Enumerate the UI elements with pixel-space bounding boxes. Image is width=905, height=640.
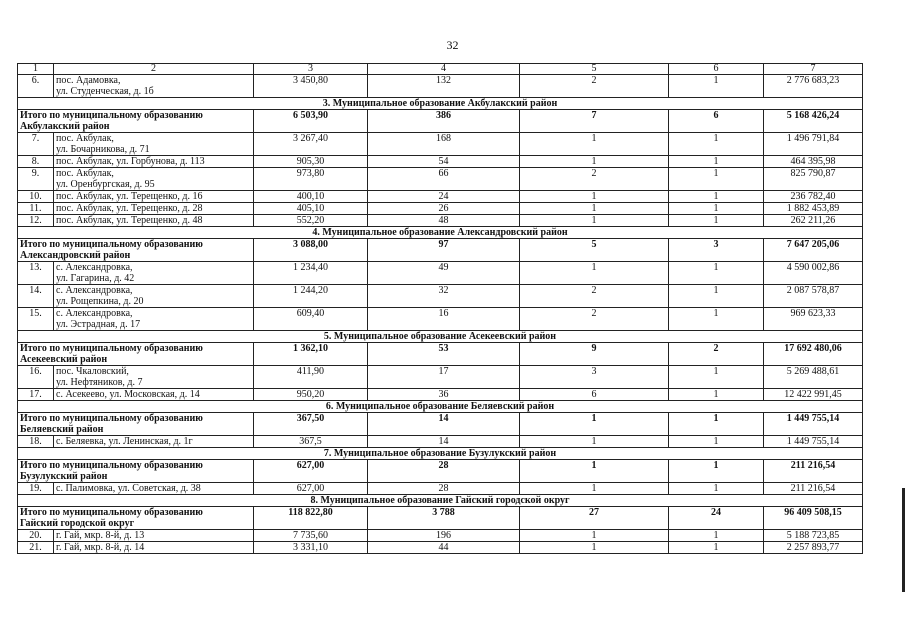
row-col5: 1 xyxy=(520,215,669,227)
column-number-row xyxy=(18,64,863,75)
total-col5: 27 xyxy=(520,507,669,530)
row-area: 400,10 xyxy=(254,191,368,203)
row-address xyxy=(54,542,254,554)
register-table xyxy=(17,63,863,554)
row-number: 14. xyxy=(18,285,54,308)
row-cost: 2 087 578,87 xyxy=(764,285,863,308)
total-col5: 5 xyxy=(520,239,669,262)
cell-line: Итого по муниципальному образованию xyxy=(20,343,203,354)
row-col6: 1 xyxy=(669,389,764,401)
section-title: 5. Муниципальное образование Асекеевский район xyxy=(18,331,863,343)
column-number: 6 xyxy=(669,64,764,75)
row-number: 19. xyxy=(18,483,54,495)
table-row xyxy=(18,168,863,191)
total-label xyxy=(18,343,254,366)
row-col4: 36 xyxy=(368,389,520,401)
row-col6: 1 xyxy=(669,530,764,542)
row-col4: 49 xyxy=(368,262,520,285)
row-area: 973,80 xyxy=(254,168,368,191)
row-address xyxy=(54,366,254,389)
section-title: 8. Муниципальное образование Гайский городской округ xyxy=(18,495,863,507)
row-col4: 66 xyxy=(368,168,520,191)
row-address xyxy=(54,203,254,215)
row-area: 950,20 xyxy=(254,389,368,401)
total-cost: 17 692 480,06 xyxy=(764,343,863,366)
row-col5: 1 xyxy=(520,203,669,215)
total-label xyxy=(18,110,254,133)
cell-line: с. Палимовка, ул. Советская, д. 38 xyxy=(56,483,201,494)
row-area: 3 267,40 xyxy=(254,133,368,156)
row-col5: 1 xyxy=(520,262,669,285)
row-col5: 2 xyxy=(520,308,669,331)
row-col6: 1 xyxy=(669,168,764,191)
row-cost: 464 395,98 xyxy=(764,156,863,168)
row-address xyxy=(54,75,254,98)
total-row xyxy=(18,507,863,530)
cell-line: Гайский городской округ xyxy=(20,518,135,529)
total-col4: 3 788 xyxy=(368,507,520,530)
row-col5: 3 xyxy=(520,366,669,389)
row-number: 15. xyxy=(18,308,54,331)
column-number: 1 xyxy=(18,64,54,75)
total-col5: 1 xyxy=(520,413,669,436)
section-header-row xyxy=(18,98,863,110)
row-address xyxy=(54,168,254,191)
row-col4: 48 xyxy=(368,215,520,227)
row-area: 7 735,60 xyxy=(254,530,368,542)
table-row xyxy=(18,156,863,168)
row-number: 9. xyxy=(18,168,54,191)
row-address xyxy=(54,308,254,331)
row-cost: 2 257 893,77 xyxy=(764,542,863,554)
section-title: 6. Муниципальное образование Беляевский район xyxy=(18,401,863,413)
row-number: 20. xyxy=(18,530,54,542)
cell-line: Александровский район xyxy=(20,250,131,261)
row-cost: 262 211,26 xyxy=(764,215,863,227)
cell-line: пос. Акбулак, ул. Терещенко, д. 48 xyxy=(56,215,203,226)
column-number: 4 xyxy=(368,64,520,75)
row-col6: 1 xyxy=(669,308,764,331)
row-col5: 6 xyxy=(520,389,669,401)
cell-line: с. Александровка, xyxy=(56,308,133,319)
row-area: 905,30 xyxy=(254,156,368,168)
total-col5: 9 xyxy=(520,343,669,366)
table-row xyxy=(18,215,863,227)
row-number: 10. xyxy=(18,191,54,203)
row-col6: 1 xyxy=(669,133,764,156)
total-cost: 211 216,54 xyxy=(764,460,863,483)
row-address xyxy=(54,530,254,542)
row-address xyxy=(54,156,254,168)
cell-line: ул. Бочарникова, д. 71 xyxy=(56,144,150,155)
row-cost: 1 496 791,84 xyxy=(764,133,863,156)
table-row xyxy=(18,530,863,542)
total-cost: 7 647 205,06 xyxy=(764,239,863,262)
total-col6: 3 xyxy=(669,239,764,262)
row-col4: 17 xyxy=(368,366,520,389)
cell-line: ул. Эстрадная, д. 17 xyxy=(56,319,141,330)
row-cost: 1 882 453,89 xyxy=(764,203,863,215)
total-cost: 96 409 508,15 xyxy=(764,507,863,530)
row-cost: 12 422 991,45 xyxy=(764,389,863,401)
row-number: 21. xyxy=(18,542,54,554)
row-col5: 2 xyxy=(520,75,669,98)
total-col5: 7 xyxy=(520,110,669,133)
row-col6: 1 xyxy=(669,191,764,203)
row-cost: 825 790,87 xyxy=(764,168,863,191)
total-col4: 14 xyxy=(368,413,520,436)
cell-line: Итого по муниципальному образованию xyxy=(20,460,203,471)
cell-line: пос. Акбулак, ул. Терещенко, д. 16 xyxy=(56,191,203,202)
row-number: 17. xyxy=(18,389,54,401)
column-number: 5 xyxy=(520,64,669,75)
row-cost: 2 776 683,23 xyxy=(764,75,863,98)
cell-line: ул. Студенческая, д. 1б xyxy=(56,86,154,97)
cell-line: Акбулакский район xyxy=(20,121,110,132)
row-col6: 1 xyxy=(669,262,764,285)
total-label xyxy=(18,413,254,436)
table-row xyxy=(18,389,863,401)
row-col5: 1 xyxy=(520,436,669,448)
total-col6: 1 xyxy=(669,460,764,483)
table-row xyxy=(18,308,863,331)
cell-line: Итого по муниципальному образованию xyxy=(20,507,203,518)
table-row xyxy=(18,191,863,203)
row-area: 3 450,80 xyxy=(254,75,368,98)
cell-line: Бузулукский район xyxy=(20,471,108,482)
total-label xyxy=(18,460,254,483)
column-number: 3 xyxy=(254,64,368,75)
row-col6: 1 xyxy=(669,285,764,308)
total-cost: 5 168 426,24 xyxy=(764,110,863,133)
cell-line: ул. Рощепкина, д. 20 xyxy=(56,296,144,307)
total-row xyxy=(18,239,863,262)
section-header-row xyxy=(18,401,863,413)
total-row xyxy=(18,460,863,483)
row-number: 11. xyxy=(18,203,54,215)
row-address xyxy=(54,436,254,448)
row-col4: 14 xyxy=(368,436,520,448)
row-col4: 24 xyxy=(368,191,520,203)
cell-line: с. Беляевка, ул. Ленинская, д. 1г xyxy=(56,436,193,447)
table-row xyxy=(18,203,863,215)
row-col5: 2 xyxy=(520,285,669,308)
row-col4: 54 xyxy=(368,156,520,168)
cell-line: пос. Акбулак, xyxy=(56,133,114,144)
row-col4: 28 xyxy=(368,483,520,495)
row-address xyxy=(54,483,254,495)
row-number: 12. xyxy=(18,215,54,227)
row-col4: 132 xyxy=(368,75,520,98)
row-area: 405,10 xyxy=(254,203,368,215)
row-col5: 1 xyxy=(520,191,669,203)
cell-line: ул. Оренбургская, д. 95 xyxy=(56,179,155,190)
section-header-row xyxy=(18,227,863,239)
cell-line: с. Александровка, xyxy=(56,285,133,296)
table-row xyxy=(18,366,863,389)
row-number: 18. xyxy=(18,436,54,448)
total-area: 367,50 xyxy=(254,413,368,436)
row-address xyxy=(54,262,254,285)
row-col6: 1 xyxy=(669,75,764,98)
row-col4: 44 xyxy=(368,542,520,554)
row-address xyxy=(54,389,254,401)
total-row xyxy=(18,110,863,133)
row-number: 16. xyxy=(18,366,54,389)
total-area: 6 503,90 xyxy=(254,110,368,133)
row-area: 627,00 xyxy=(254,483,368,495)
row-col5: 1 xyxy=(520,156,669,168)
row-number: 7. xyxy=(18,133,54,156)
table-row xyxy=(18,75,863,98)
total-label xyxy=(18,507,254,530)
cell-line: пос. Акбулак, xyxy=(56,168,114,179)
cell-line: с. Александровка, xyxy=(56,262,133,273)
cell-line: г. Гай, мкр. 8-й, д. 14 xyxy=(56,542,145,553)
section-title: 7. Муниципальное образование Бузулукский район xyxy=(18,448,863,460)
cell-line: ул. Гагарина, д. 42 xyxy=(56,273,135,284)
total-row xyxy=(18,413,863,436)
row-col5: 1 xyxy=(520,133,669,156)
row-col4: 26 xyxy=(368,203,520,215)
total-col4: 97 xyxy=(368,239,520,262)
total-area: 627,00 xyxy=(254,460,368,483)
cell-line: г. Гай, мкр. 8-й, д. 13 xyxy=(56,530,145,541)
row-col5: 2 xyxy=(520,168,669,191)
table-row xyxy=(18,436,863,448)
row-col6: 1 xyxy=(669,483,764,495)
section-title: 4. Муниципальное образование Александровский район xyxy=(18,227,863,239)
cell-line: пос. Чкаловский, xyxy=(56,366,129,377)
row-col6: 1 xyxy=(669,436,764,448)
row-cost: 211 216,54 xyxy=(764,483,863,495)
row-col5: 1 xyxy=(520,542,669,554)
total-col6: 6 xyxy=(669,110,764,133)
row-address xyxy=(54,133,254,156)
row-area: 411,90 xyxy=(254,366,368,389)
row-col6: 1 xyxy=(669,156,764,168)
row-address xyxy=(54,191,254,203)
row-number: 13. xyxy=(18,262,54,285)
section-header-row xyxy=(18,331,863,343)
cell-line: пос. Акбулак, ул. Терещенко, д. 28 xyxy=(56,203,203,214)
row-col5: 1 xyxy=(520,483,669,495)
row-area: 367,5 xyxy=(254,436,368,448)
row-cost: 236 782,40 xyxy=(764,191,863,203)
row-cost: 5 188 723,85 xyxy=(764,530,863,542)
table-row xyxy=(18,133,863,156)
column-number: 2 xyxy=(54,64,254,75)
table-row xyxy=(18,483,863,495)
total-area: 3 088,00 xyxy=(254,239,368,262)
table-row xyxy=(18,285,863,308)
table-row xyxy=(18,262,863,285)
row-col4: 32 xyxy=(368,285,520,308)
cell-line: пос. Акбулак, ул. Горбунова, д. 113 xyxy=(56,156,205,167)
section-title: 3. Муниципальное образование Акбулакский район xyxy=(18,98,863,110)
page-number: 32 xyxy=(446,38,459,52)
row-cost: 1 449 755,14 xyxy=(764,436,863,448)
total-col5: 1 xyxy=(520,460,669,483)
row-col5: 1 xyxy=(520,530,669,542)
total-col4: 53 xyxy=(368,343,520,366)
section-header-row xyxy=(18,448,863,460)
row-address xyxy=(54,215,254,227)
table-row xyxy=(18,542,863,554)
row-area: 3 331,10 xyxy=(254,542,368,554)
column-number: 7 xyxy=(764,64,863,75)
row-area: 609,40 xyxy=(254,308,368,331)
cell-line: ул. Нефтяников, д. 7 xyxy=(56,377,143,388)
row-col4: 168 xyxy=(368,133,520,156)
row-area: 552,20 xyxy=(254,215,368,227)
row-cost: 4 590 002,86 xyxy=(764,262,863,285)
cell-line: Беляевский район xyxy=(20,424,104,435)
total-cost: 1 449 755,14 xyxy=(764,413,863,436)
total-col4: 386 xyxy=(368,110,520,133)
total-col6: 2 xyxy=(669,343,764,366)
total-area: 1 362,10 xyxy=(254,343,368,366)
row-address xyxy=(54,285,254,308)
total-area: 118 822,80 xyxy=(254,507,368,530)
total-col4: 28 xyxy=(368,460,520,483)
cell-line: Итого по муниципальному образованию xyxy=(20,413,203,424)
row-col6: 1 xyxy=(669,203,764,215)
total-col6: 1 xyxy=(669,413,764,436)
total-row xyxy=(18,343,863,366)
row-col6: 1 xyxy=(669,215,764,227)
cell-line: Асекеевский район xyxy=(20,354,108,365)
row-col4: 196 xyxy=(368,530,520,542)
section-header-row xyxy=(18,495,863,507)
row-col4: 16 xyxy=(368,308,520,331)
row-cost: 969 623,33 xyxy=(764,308,863,331)
row-cost: 5 269 488,61 xyxy=(764,366,863,389)
row-number: 6. xyxy=(18,75,54,98)
row-col6: 1 xyxy=(669,542,764,554)
cell-line: Итого по муниципальному образованию xyxy=(20,110,203,121)
register-body xyxy=(18,64,863,554)
cell-line: с. Асекеево, ул. Московская, д. 14 xyxy=(56,389,200,400)
total-col6: 24 xyxy=(669,507,764,530)
row-area: 1 234,40 xyxy=(254,262,368,285)
cell-line: Итого по муниципальному образованию xyxy=(20,239,203,250)
row-area: 1 244,20 xyxy=(254,285,368,308)
cell-line: пос. Адамовка, xyxy=(56,75,121,86)
row-number: 8. xyxy=(18,156,54,168)
total-label xyxy=(18,239,254,262)
row-col6: 1 xyxy=(669,366,764,389)
